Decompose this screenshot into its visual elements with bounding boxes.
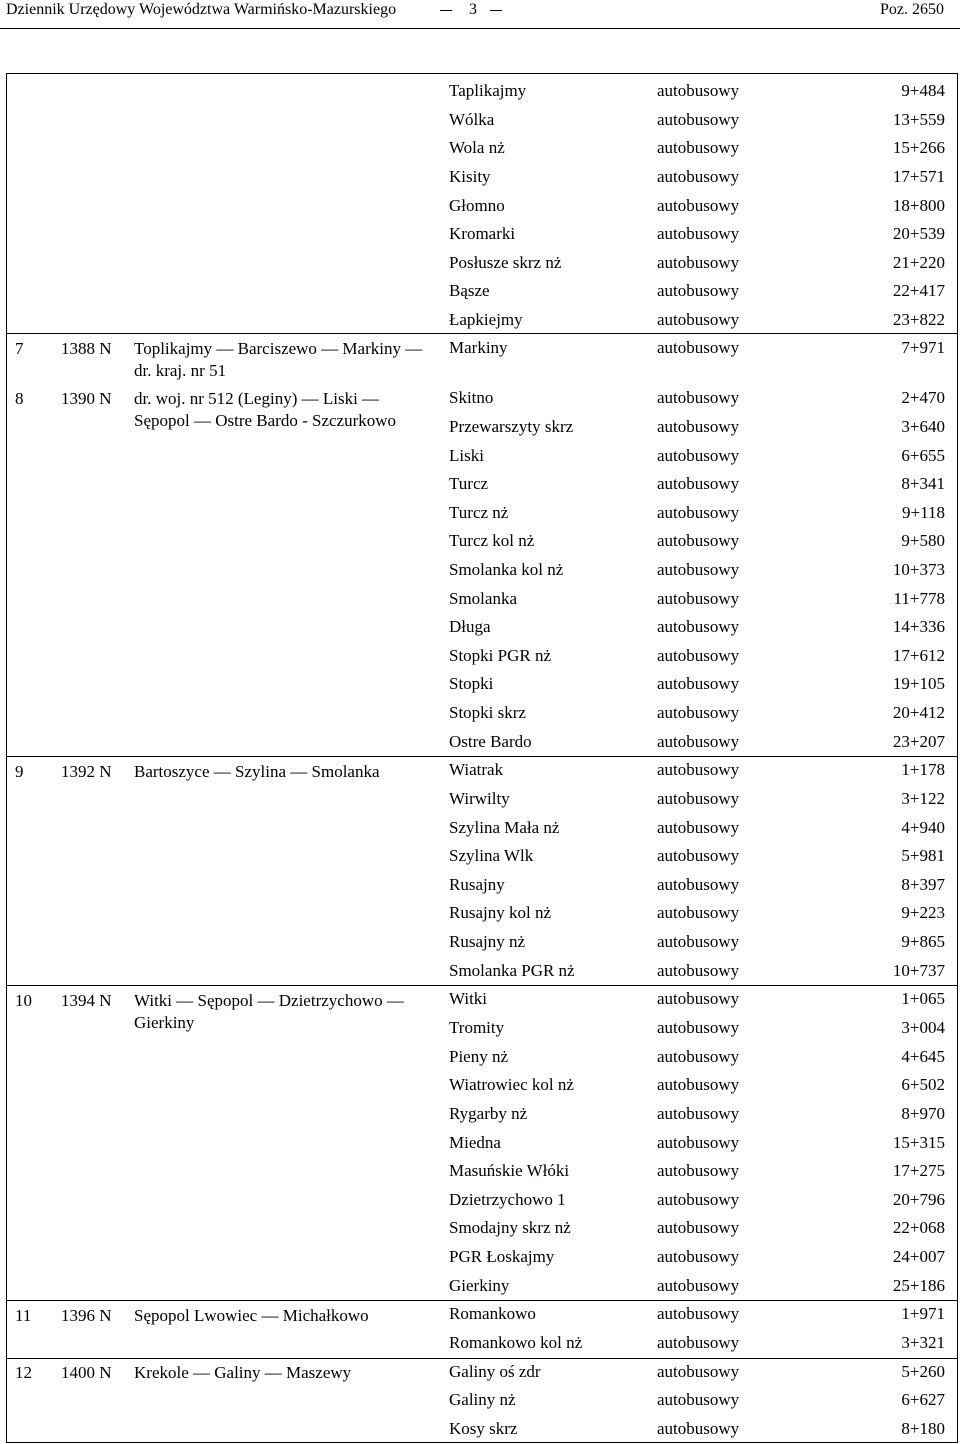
road-description <box>134 990 434 1034</box>
stop-name: Kisity <box>449 167 491 186</box>
stop-name: Masuńskie Włóki <box>449 1161 570 1180</box>
stop-km: 3+640 <box>901 417 945 436</box>
stop-type: autobusowy <box>657 196 740 215</box>
road-number: 1394 N <box>61 991 112 1010</box>
stop-name: Smolanka <box>449 589 517 608</box>
stop-row <box>449 108 949 132</box>
stop-type: autobusowy <box>657 1018 740 1037</box>
stop-name: Dzietrzychowo 1 <box>449 1190 566 1209</box>
stop-km: 3+122 <box>901 789 945 808</box>
stop-type: autobusowy <box>657 560 740 579</box>
row-divider <box>7 756 957 757</box>
stop-name: Galiny oś zdr <box>449 1362 541 1381</box>
stop-row <box>449 165 949 189</box>
stop-type: autobusowy <box>657 138 740 157</box>
road-description-line: Sępopol — Ostre Bardo - Szczurkowo <box>134 411 397 430</box>
stop-km: 17+612 <box>892 646 945 665</box>
road-number: 1388 N <box>61 339 112 358</box>
stop-type: autobusowy <box>657 110 740 129</box>
stop-km: 20+796 <box>892 1190 945 1209</box>
stop-row <box>449 873 949 897</box>
stop-name: Kromarki <box>449 224 516 243</box>
stop-km: 10+373 <box>892 560 945 579</box>
stop-km: 8+397 <box>901 875 945 894</box>
stop-name: Szylina Mała nż <box>449 818 560 837</box>
stop-row <box>449 194 949 218</box>
stop-km: 9+118 <box>902 503 945 522</box>
dash-right <box>490 10 502 11</box>
stop-type: autobusowy <box>657 903 740 922</box>
stop-type: autobusowy <box>657 617 740 636</box>
stop-km: 7+971 <box>901 338 945 357</box>
stop-name: Miedna <box>449 1133 501 1152</box>
stop-row <box>449 1016 949 1040</box>
stop-name: Ostre Bardo <box>449 732 532 751</box>
stop-row <box>449 222 949 246</box>
stop-km: 3+321 <box>901 1333 945 1352</box>
stop-name: Wólka <box>449 110 495 129</box>
row-divider <box>7 985 957 986</box>
road-number: 1396 N <box>61 1306 112 1325</box>
stop-row <box>449 758 949 782</box>
stop-name: Gierkiny <box>449 1276 510 1295</box>
stop-row <box>449 672 949 696</box>
stop-type: autobusowy <box>657 789 740 808</box>
stop-row <box>449 279 949 303</box>
page-number: 3 <box>469 1 477 18</box>
stop-km: 17+571 <box>892 167 945 186</box>
stop-row <box>449 1216 949 1240</box>
stop-name: Skitno <box>449 388 494 407</box>
stop-row <box>449 386 949 410</box>
stop-type: autobusowy <box>657 1218 740 1237</box>
stop-row <box>449 444 949 468</box>
stop-type: autobusowy <box>657 589 740 608</box>
stop-name: Długa <box>449 617 491 636</box>
stop-name: Kosy skrz <box>449 1419 518 1438</box>
stop-type: autobusowy <box>657 503 740 522</box>
stop-name: Liski <box>449 446 484 465</box>
stop-km: 20+412 <box>892 703 945 722</box>
stop-type: autobusowy <box>657 474 740 493</box>
stop-km: 1+971 <box>901 1304 945 1323</box>
dash-left <box>440 10 452 11</box>
stop-row <box>449 501 949 525</box>
stop-type: autobusowy <box>657 1419 740 1438</box>
stop-name: Romankowo kol nż <box>449 1333 583 1352</box>
stop-km: 25+186 <box>892 1276 945 1295</box>
stop-km: 1+065 <box>901 989 945 1008</box>
stop-type: autobusowy <box>657 1047 740 1066</box>
stop-type: autobusowy <box>657 1333 740 1352</box>
stop-type: autobusowy <box>657 531 740 550</box>
stop-row <box>449 472 949 496</box>
stop-type: autobusowy <box>657 989 740 1008</box>
stop-name: Turcz <box>449 474 489 493</box>
journal-title: Dziennik Urzędowy Województwa Warmińsko-Mazurskiego <box>6 1 397 18</box>
stop-type: autobusowy <box>657 1104 740 1123</box>
stop-name: Wola nż <box>449 138 505 157</box>
stop-row <box>449 136 949 160</box>
stop-row <box>449 1331 949 1355</box>
stop-type: autobusowy <box>657 310 740 329</box>
stop-name: Tromity <box>449 1018 505 1037</box>
stop-km: 9+580 <box>901 531 945 550</box>
stop-row <box>449 79 949 103</box>
stop-row <box>449 1360 949 1384</box>
row-divider <box>7 1358 957 1359</box>
stop-km: 20+539 <box>892 224 945 243</box>
stop-row <box>449 1302 949 1326</box>
stop-row <box>449 844 949 868</box>
stop-row <box>449 336 949 360</box>
stop-km: 3+004 <box>901 1018 945 1037</box>
stop-name: Łapkiejmy <box>449 310 523 329</box>
stop-row <box>449 901 949 925</box>
stop-row <box>449 730 949 754</box>
stop-type: autobusowy <box>657 1362 740 1381</box>
road-description-line: Sępopol Lwowiec — Michałkowo <box>134 1306 369 1325</box>
stop-type: autobusowy <box>657 388 740 407</box>
stop-type: autobusowy <box>657 674 740 693</box>
stop-name: Głomno <box>449 196 505 215</box>
stop-name: Szylina Wlk <box>449 846 534 865</box>
stop-type: autobusowy <box>657 932 740 951</box>
stop-name: Wiatrak <box>449 760 504 779</box>
stop-name: Stopki PGR nż <box>449 646 552 665</box>
stop-row <box>449 558 949 582</box>
stop-km: 11+778 <box>893 589 945 608</box>
stop-name: Galiny nż <box>449 1390 516 1409</box>
stop-km: 10+737 <box>892 961 945 980</box>
stop-type: autobusowy <box>657 961 740 980</box>
stop-name: Turcz nż <box>449 503 509 522</box>
stop-km: 17+275 <box>892 1161 945 1180</box>
stop-km: 23+822 <box>892 310 945 329</box>
road-lp: 12 <box>15 1363 32 1382</box>
road-lp: 10 <box>15 991 32 1010</box>
stop-name: Smolanka kol nż <box>449 560 564 579</box>
stop-km: 22+068 <box>892 1218 945 1237</box>
stop-name: Rusajny nż <box>449 932 526 951</box>
stop-type: autobusowy <box>657 417 740 436</box>
stop-name: Wirwilty <box>449 789 510 808</box>
stop-row <box>449 1417 949 1441</box>
stop-km: 23+207 <box>892 732 945 751</box>
stop-km: 15+266 <box>892 138 945 157</box>
stop-km: 24+007 <box>892 1247 945 1266</box>
stop-type: autobusowy <box>657 81 740 100</box>
stop-row <box>449 1045 949 1069</box>
stop-km: 8+180 <box>901 1419 945 1438</box>
road-description-line: Krekole — Galiny — Maszewy <box>134 1363 352 1382</box>
road-description-line: dr. kraj. nr 51 <box>134 361 227 380</box>
stop-km: 9+865 <box>901 932 945 951</box>
stop-name: Romankowo <box>449 1304 536 1323</box>
stop-row <box>449 816 949 840</box>
stop-type: autobusowy <box>657 732 740 751</box>
stop-type: autobusowy <box>657 703 740 722</box>
page-header <box>6 0 944 20</box>
stop-type: autobusowy <box>657 1304 740 1323</box>
header-rule <box>0 28 960 29</box>
stop-name: PGR Łoskajmy <box>449 1247 555 1266</box>
stop-row <box>449 644 949 668</box>
stop-name: Smolanka PGR nż <box>449 961 575 980</box>
road-description-line: Gierkiny <box>134 1013 195 1032</box>
road-description-line: Witki — Sępopol — Dzietrzychowo — <box>134 991 404 1010</box>
stop-km: 4+940 <box>901 818 945 837</box>
stop-km: 15+315 <box>892 1133 945 1152</box>
row-divider <box>7 333 957 334</box>
road-number: 1390 N <box>61 389 112 408</box>
stop-type: autobusowy <box>657 1133 740 1152</box>
stop-km: 9+484 <box>901 81 945 100</box>
stop-type: autobusowy <box>657 1247 740 1266</box>
stop-km: 22+417 <box>892 281 945 300</box>
stop-name: Rygarby nż <box>449 1104 528 1123</box>
road-description <box>134 1362 434 1384</box>
stop-row <box>449 1188 949 1212</box>
stop-km: 8+970 <box>901 1104 945 1123</box>
stop-row <box>449 1073 949 1097</box>
stop-name: Pieny nż <box>449 1047 509 1066</box>
stop-row <box>449 1388 949 1412</box>
stop-name: Stopki <box>449 674 494 693</box>
stop-type: autobusowy <box>657 1276 740 1295</box>
stop-row <box>449 987 949 1011</box>
stop-km: 6+655 <box>901 446 945 465</box>
stop-row <box>449 1102 949 1126</box>
stop-km: 19+105 <box>892 674 945 693</box>
stop-row <box>449 1131 949 1155</box>
stop-km: 8+341 <box>901 474 945 493</box>
stop-name: Wiatrowiec kol nż <box>449 1075 574 1094</box>
stop-name: Bąsze <box>449 281 490 300</box>
road-number: 1400 N <box>61 1363 112 1382</box>
stop-type: autobusowy <box>657 253 740 272</box>
road-lp: 9 <box>15 762 24 781</box>
stop-type: autobusowy <box>657 846 740 865</box>
stop-name: Przewarszyty skrz <box>449 417 574 436</box>
stop-name: Taplikajmy <box>449 81 527 100</box>
stop-row <box>449 701 949 725</box>
road-description <box>134 388 434 432</box>
stop-name: Stopki skrz <box>449 703 526 722</box>
stop-km: 9+223 <box>901 903 945 922</box>
position-number: Poz. 2650 <box>880 1 944 18</box>
stop-km: 4+645 <box>901 1047 945 1066</box>
stop-type: autobusowy <box>657 646 740 665</box>
stop-km: 21+220 <box>892 253 945 272</box>
road-description-line: Bartoszyce — Szylina — Smolanka <box>134 762 380 781</box>
road-lp: 8 <box>15 389 24 408</box>
stop-row <box>449 1159 949 1183</box>
stop-name: Rusajny <box>449 875 505 894</box>
stop-name: Markiny <box>449 338 508 357</box>
road-description <box>134 1305 434 1327</box>
stop-row <box>449 615 949 639</box>
stop-row <box>449 1245 949 1269</box>
stop-km: 5+981 <box>901 846 945 865</box>
stop-type: autobusowy <box>657 1190 740 1209</box>
stop-name: Smodajny skrz nż <box>449 1218 571 1237</box>
stop-row <box>449 251 949 275</box>
stop-km: 13+559 <box>892 110 945 129</box>
road-number: 1392 N <box>61 762 112 781</box>
stop-row <box>449 415 949 439</box>
road-description <box>134 338 434 382</box>
stop-km: 14+336 <box>892 617 945 636</box>
stop-km: 5+260 <box>901 1362 945 1381</box>
stop-type: autobusowy <box>657 1161 740 1180</box>
stop-name: Turcz kol nż <box>449 531 535 550</box>
stop-row <box>449 930 949 954</box>
stop-name: Witki <box>449 989 488 1008</box>
row-divider <box>7 1300 957 1301</box>
stop-type: autobusowy <box>657 224 740 243</box>
stop-km: 1+178 <box>901 760 945 779</box>
road-description-line: Toplikajmy — Barciszewo — Markiny — <box>134 339 423 358</box>
road-description <box>134 761 434 783</box>
stop-row <box>449 787 949 811</box>
road-description-line: dr. woj. nr 512 (Leginy) — Liski — <box>134 389 380 408</box>
stop-type: autobusowy <box>657 167 740 186</box>
stop-type: autobusowy <box>657 818 740 837</box>
stop-type: autobusowy <box>657 338 740 357</box>
road-lp: 7 <box>15 339 24 358</box>
stop-name: Posłusze skrz nż <box>449 253 562 272</box>
stop-row <box>449 529 949 553</box>
stop-type: autobusowy <box>657 875 740 894</box>
bus-stops-table <box>6 73 958 1443</box>
stop-type: autobusowy <box>657 1075 740 1094</box>
stop-km: 18+800 <box>892 196 945 215</box>
stop-km: 6+627 <box>901 1390 945 1409</box>
stop-type: autobusowy <box>657 1390 740 1409</box>
stop-row <box>449 959 949 983</box>
road-lp: 11 <box>15 1306 32 1325</box>
stop-type: autobusowy <box>657 446 740 465</box>
stop-km: 6+502 <box>901 1075 945 1094</box>
stop-type: autobusowy <box>657 760 740 779</box>
stop-name: Rusajny kol nż <box>449 903 551 922</box>
stop-type: autobusowy <box>657 281 740 300</box>
stop-row <box>449 1274 949 1298</box>
stop-row <box>449 587 949 611</box>
stop-km: 2+470 <box>901 388 945 407</box>
stop-row <box>449 308 949 332</box>
